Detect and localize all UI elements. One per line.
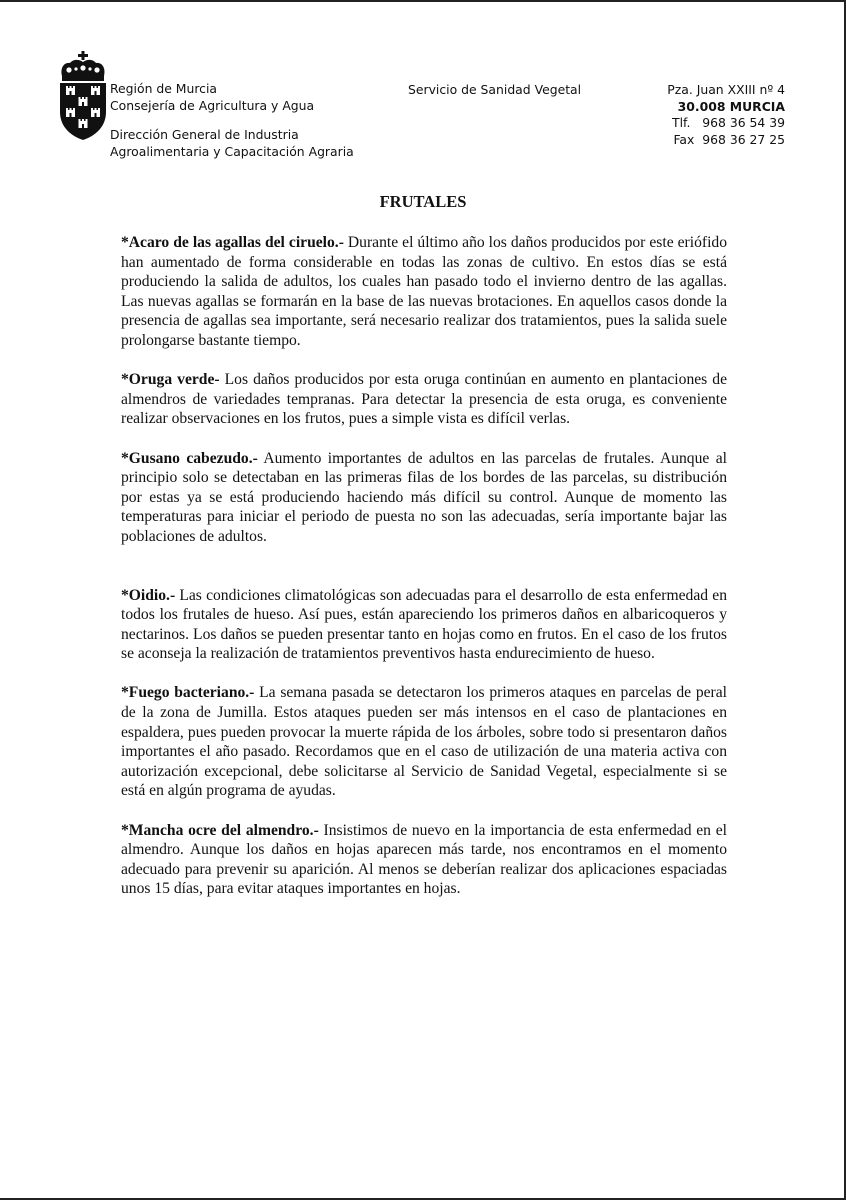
section-text: La semana pasada se detectaron los primeros ataques en parcelas de peral de la zona de Jumilla. Estos ataques pueden ser más intensos en el caso de plantaciones en espaldera, pues pueden provocar la muerte rápida de los árboles, sobre todo si presentaron daños importantes el año pasado. Recordamos que en el caso de utilización de una materia activa con autorización excepcional, debe solicitarse al Servicio de Sanidad Vegetal, especialmente si se está en algún programa de ayudas.	[121, 684, 727, 800]
section-heading: *Gusano cabezudo.-	[121, 449, 258, 467]
address-city: 30.008 MURCIA	[677, 98, 785, 114]
address-block	[667, 82, 785, 148]
region-coat-of-arms-logo	[56, 50, 110, 142]
region-name: Región de Murcia	[110, 81, 217, 96]
document-body	[121, 233, 727, 919]
section-fuego-bacteriano	[121, 683, 727, 801]
section-oidio	[121, 586, 727, 664]
page-border-top	[0, 0, 846, 2]
header-direction-block	[110, 127, 354, 160]
section-heading: *Oruga verde-	[121, 371, 220, 389]
header-region-block	[110, 81, 314, 114]
directorate-name-line-2: Agroalimentaria y Capacitación Agraria	[110, 143, 354, 159]
section-text: Durante el último año los daños producidos por este eriófido han aumentado de forma considerable en todas las zonas de cultivo. En estos días se está produciendo la salida de adultos, los cuales han pasado todo el invierno dentro de las agallas. Las nuevas agallas se formarán en la base de las nuevas brotaciones. En aquellos casos donde la presencia de agallas sea importante, será necesario realizar dos tratamientos, pues la salida suele prolongarse bastante tiempo.	[121, 234, 727, 349]
section-text: Insistimos de nuevo en la importancia de esta enfermedad en el almendro. Aunque los daños en hojas aparecen más tarde, nos encontramos en el momento adecuado para prevenir su aparición. Al menos se deberían realizar dos aplicaciones espaciadas unos 15 días, para evitar ataques importantes en hojas.	[121, 821, 727, 898]
phone-number: Tlf. 968 36 54 39	[672, 115, 785, 130]
section-acaro	[121, 233, 727, 351]
section-heading: *Fuego bacteriano.-	[121, 684, 255, 702]
section-oruga-verde	[121, 370, 727, 429]
section-text: Las condiciones climatológicas son adecuadas para el desarrollo de esta enfermedad en todos los frutales de hueso. Así pues, están apareciendo los primeros daños en albaricoqueros y nectarinos. Los daños se pueden presentar tanto en hojas como en frutos. En el caso de los frutos se aconseja la realización de tratamientos preventivos hasta endurecimiento de hueso.	[121, 586, 727, 663]
fax-number: Fax 968 36 27 25	[673, 131, 785, 147]
section-text: Aumento importantes de adultos en las parcelas de frutales. Aunque al principio solo se detectaban en las primeras filas de los bordes de las parcelas, su distribución por estas ya se está produciendo haciendo más difícil su control. Aunque de momento las temperaturas para iniciar el periodo de puesta no son las adecuadas, sería importante bajar las poblaciones de adultos.	[121, 449, 727, 545]
section-gusano-cabezudo	[121, 449, 727, 547]
section-heading: *Mancha ocre del almendro.-	[121, 821, 319, 839]
section-heading: *Oidio.-	[121, 586, 176, 604]
directorate-name-line-1: Dirección General de Industria	[110, 127, 299, 142]
document-title: FRUTALES	[379, 192, 467, 211]
section-mancha-ocre	[121, 821, 727, 899]
section-text: Los daños producidos por esta oruga continúan en aumento en plantaciones de almendros de variedades tempranas. Para detectar la presencia de esta oruga, es conveniente realizar observaciones en los frutos, pues a simple vista es difícil verlas.	[121, 371, 727, 428]
section-heading: *Acaro de las agallas del ciruelo.-	[121, 234, 344, 251]
address-street: Pza. Juan XXIII nº 4	[667, 82, 785, 97]
service-name: Servicio de Sanidad Vegetal	[408, 82, 582, 97]
department-name: Consejería de Agricultura y Agua	[110, 97, 315, 113]
